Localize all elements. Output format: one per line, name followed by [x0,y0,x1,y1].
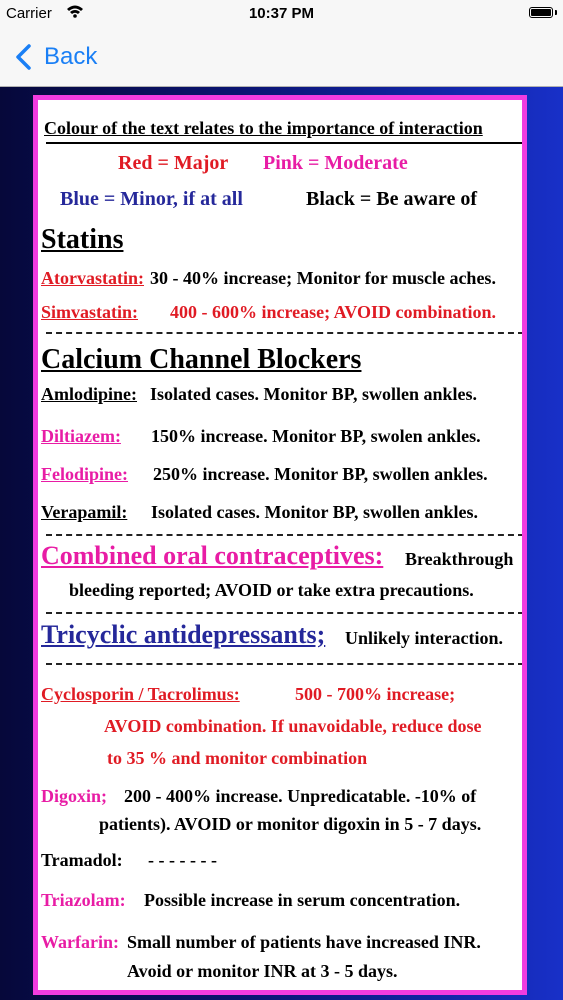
cyclosporin-line3: to 35 % and monitor combination [107,748,368,768]
digoxin-line1: 200 - 400% increase. Unpredicatable. -10% of [124,786,477,806]
coc-line1: Breakthrough [405,549,514,569]
navigation-bar [0,28,563,87]
verapamil-text: Isolated cases. Monitor BP, swollen ankles. [151,502,479,522]
simvastatin-text: 400 - 600% increase; AVOID combination. [170,302,496,322]
coc-line2: bleeding reported; AVOID or take extra precautions. [69,580,474,600]
cyclosporin-line2: AVOID combination. If unavoidable, reduce dose [104,716,482,736]
legend-title-rule [46,142,524,144]
legend-red: Red = Major [118,152,229,174]
atorvastatin-text: 30 - 40% increase; Monitor for muscle aches. [150,268,496,288]
divider [46,332,524,334]
warfarin-line2: Avoid or monitor INR at 3 - 5 days. [127,961,398,981]
amlodipine-name: Amlodipine: [41,384,138,404]
warfarin-name: Warfarin: [41,932,119,952]
simvastatin-name: Simvastatin: [41,302,139,322]
battery-icon [529,7,553,18]
diltiazem-name: Diltiazem: [41,426,121,446]
digoxin-name: Digoxin; [41,786,108,806]
status-time: 10:37 PM [248,5,315,22]
digoxin-line2: patients). AVOID or monitor digoxin in 5 - 7 days. [99,814,482,834]
statins-heading: Statins [41,224,124,255]
legend-blue: Blue = Minor, if at all [60,188,243,210]
cyclosporin-line1: 500 - 700% increase; [295,684,456,704]
atorvastatin-name: Atorvastatin: [41,268,144,288]
ccb-heading: Calcium Channel Blockers [41,344,362,375]
tca-text: Unlikely interaction. [345,628,503,648]
triazolam-text: Possible increase in serum concentration. [144,890,461,910]
tramadol-text: - - - - - - - [148,850,217,870]
chevron-left-icon [14,44,36,70]
felodipine-text: 250% increase. Monitor BP, swollen ankles. [153,464,488,484]
divider [46,612,524,614]
back-button[interactable] [14,38,97,76]
tramadol-name: Tramadol: [41,850,123,870]
triazolam-name: Triazolam: [41,890,126,910]
warfarin-line1: Small number of patients have increased INR. [127,932,481,952]
diltiazem-text: 150% increase. Monitor BP, swolen ankles. [151,426,481,446]
back-label: Back [44,43,98,70]
legend-title: Colour of the text relates to the importance of interaction [44,118,483,138]
interaction-chart-card [33,95,527,995]
felodipine-name: Felodipine: [41,464,129,484]
legend-black: Black = Be aware of [306,188,478,210]
divider [46,663,524,665]
battery-tip [555,10,557,15]
tca-heading: Tricyclic antidepressants; [41,620,326,649]
carrier-label: Carrier [6,5,52,22]
divider [46,534,524,536]
verapamil-name: Verapamil: [41,502,128,522]
amlodipine-text: Isolated cases. Monitor BP, swollen ankles. [150,384,478,404]
legend-pink: Pink = Moderate [263,152,408,174]
cyclosporin-name: Cyclosporin / Tacrolimus: [41,684,240,704]
status-bar [0,0,563,28]
coc-heading: Combined oral contraceptives: [41,541,384,570]
